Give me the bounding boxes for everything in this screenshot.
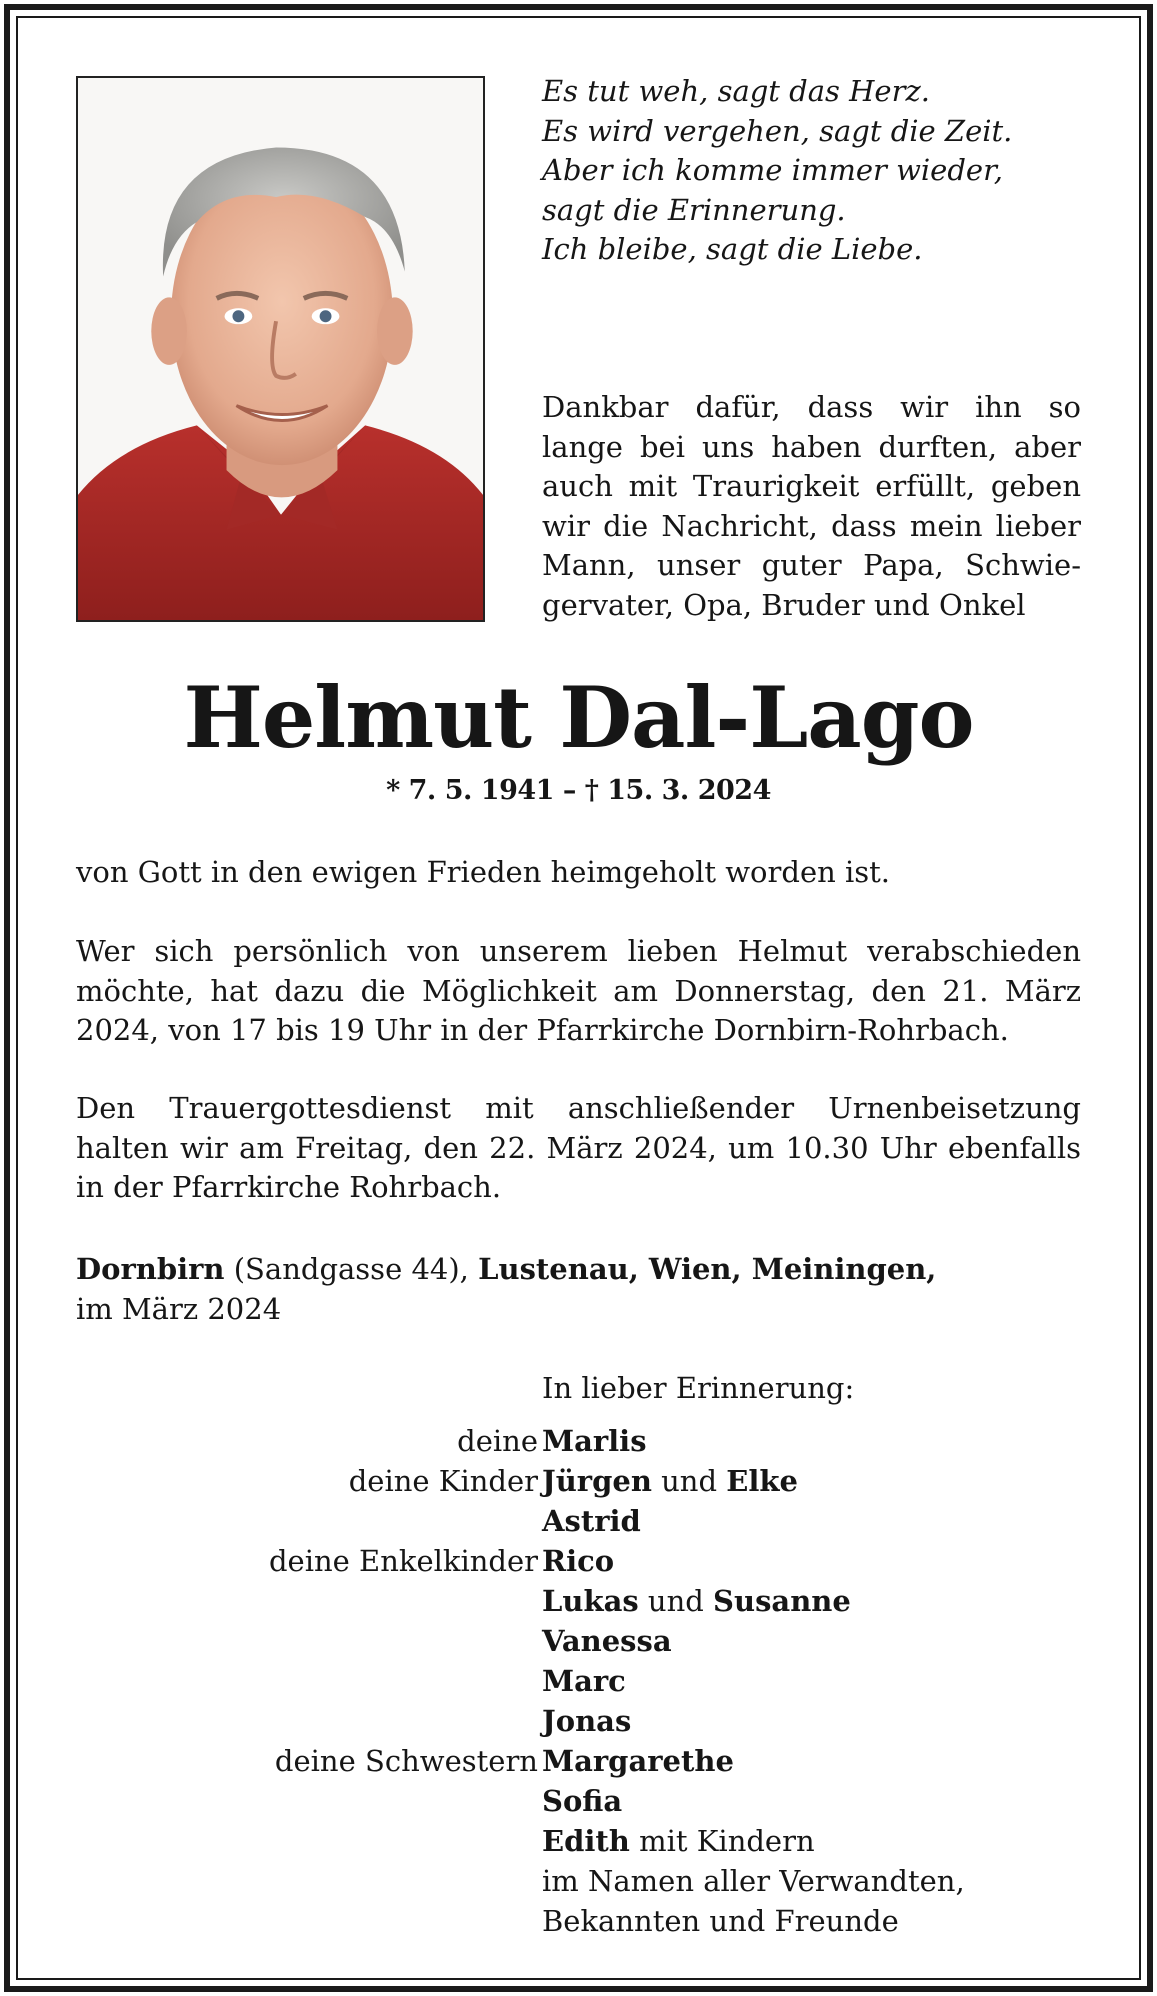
family-names: [542, 1581, 851, 1621]
intro-line: auch mit Traurigkeit erfüllt, geben: [542, 469, 1081, 503]
family-names: [542, 1701, 631, 1741]
portrait-photo: [76, 76, 485, 622]
family-row: [76, 1661, 1081, 1701]
paragraph-funeral-service: [76, 1089, 1081, 1208]
family-names: [542, 1621, 672, 1661]
family-row: [76, 1621, 1081, 1661]
family-member-name: Marlis: [542, 1424, 647, 1458]
family-names: [542, 1461, 798, 1501]
family-list: [76, 1421, 1081, 1941]
family-names: [542, 1821, 815, 1861]
family-member-name: Margarethe: [542, 1744, 734, 1778]
family-relation: deine Kinder: [348, 1464, 538, 1498]
poem-line: Ich bleibe, sagt die Liebe.: [542, 232, 923, 266]
family-member-name: Rico: [542, 1544, 615, 1578]
family-member-name: Vanessa: [542, 1624, 672, 1658]
poem-line: Es wird vergehen, sagt die Zeit.: [542, 113, 1013, 148]
family-names: [542, 1421, 647, 1461]
place-date: im März 2024: [76, 1291, 282, 1326]
family-row: [76, 1501, 1081, 1541]
family-row: [76, 1541, 1081, 1581]
family-names: [542, 1781, 622, 1821]
family-names: [542, 1741, 734, 1781]
family-row: [76, 1701, 1081, 1741]
paragraph-farewell: [76, 932, 1081, 1051]
family-connector: und: [651, 1464, 727, 1498]
family-relation: deine Schwestern: [274, 1744, 538, 1778]
family-connector: mit Kindern: [629, 1824, 815, 1858]
place-others: Lustenau, Wien, Meiningen,: [478, 1252, 937, 1286]
place-and-date: [76, 1250, 1081, 1329]
family-names: [542, 1901, 899, 1941]
deceased-name: Helmut Dal-Lago: [183, 668, 974, 767]
intro-line: lange bei uns haben durften, aber: [542, 429, 1081, 464]
family-names: [542, 1661, 626, 1701]
family-member-name: Astrid: [542, 1504, 641, 1538]
poem-line: Aber ich komme immer wieder,: [542, 153, 1003, 187]
place-line: [76, 1250, 1081, 1290]
paragraph-line: in der Pfarrkirche Rohrbach.: [76, 1170, 502, 1204]
intro-text: [542, 388, 1081, 625]
intro-line: gervater, Opa, Bruder und Onkel: [542, 587, 1026, 622]
poem-line: Es tut weh, sagt das Herz.: [542, 74, 930, 108]
family-connector: und: [638, 1584, 714, 1618]
family-row: [76, 1461, 1081, 1501]
paragraph-line: 2024, von 17 bis 19 Uhr in der Pfarrkirche Dornbirn-Rohrbach.: [76, 1013, 1009, 1047]
paragraph-line: Den Trauergottesdienst mit anschließender Urnenbeisetzung: [76, 1091, 1081, 1125]
portrait-illustration: [78, 78, 483, 620]
family-member-name: Jürgen: [542, 1464, 652, 1498]
family-member-name: Marc: [542, 1664, 626, 1698]
family-names: [542, 1541, 614, 1581]
paragraph-line: halten wir am Freitag, den 22. März 2024, um 10.30 Uhr ebenfalls: [76, 1130, 1081, 1165]
family-member-name: Elke: [726, 1464, 798, 1498]
family-row: [76, 1901, 1081, 1941]
family-row: [76, 1741, 1081, 1781]
family-relation: deine: [457, 1424, 538, 1458]
place-city: Dornbirn: [76, 1252, 225, 1286]
life-dates: * 7. 5. 1941 – † 15. 3. 2024: [386, 775, 771, 806]
paragraph-line: möchte, hat dazu die Möglichkeit am Donnerstag, den 21. März: [76, 973, 1081, 1008]
family-row: [76, 1861, 1081, 1901]
family-row: [76, 1821, 1081, 1861]
family-names: [542, 1501, 641, 1541]
family-connector: im Namen aller Verwandten,: [542, 1864, 965, 1898]
family-connector: Bekannten und Freunde: [542, 1904, 899, 1938]
family-row: [76, 1781, 1081, 1821]
paragraph-line: Wer sich persönlich von unserem lieben Helmut verabschieden: [76, 934, 1081, 968]
family-member-name: Jonas: [542, 1704, 632, 1738]
family-relation: deine Enkelkinder: [268, 1544, 538, 1578]
family-member-name: Lukas: [542, 1584, 639, 1618]
paragraph-peace: [76, 853, 1081, 893]
intro-line: Dankbar dafür, dass wir ihn so: [542, 390, 1081, 424]
family-row: [76, 1421, 1081, 1461]
memory-heading: In lieber Erinnerung:: [542, 1371, 855, 1405]
paragraph-line: von Gott in den ewigen Frieden heimgeholt worden ist.: [76, 855, 891, 889]
family-member-name: Susanne: [713, 1584, 851, 1618]
family-names: [542, 1861, 965, 1901]
poem: [542, 72, 1082, 270]
poem-line: sagt die Erinnerung.: [542, 192, 846, 227]
family-member-name: Edith: [542, 1824, 630, 1858]
family-row: [76, 1581, 1081, 1621]
intro-line: wir die Nachricht, dass mein lieber: [542, 508, 1081, 543]
place-address: (Sandgasse 44),: [224, 1252, 479, 1286]
intro-line: Mann, unser guter Papa, Schwie-: [542, 548, 1081, 582]
family-member-name: Sofia: [542, 1784, 623, 1818]
